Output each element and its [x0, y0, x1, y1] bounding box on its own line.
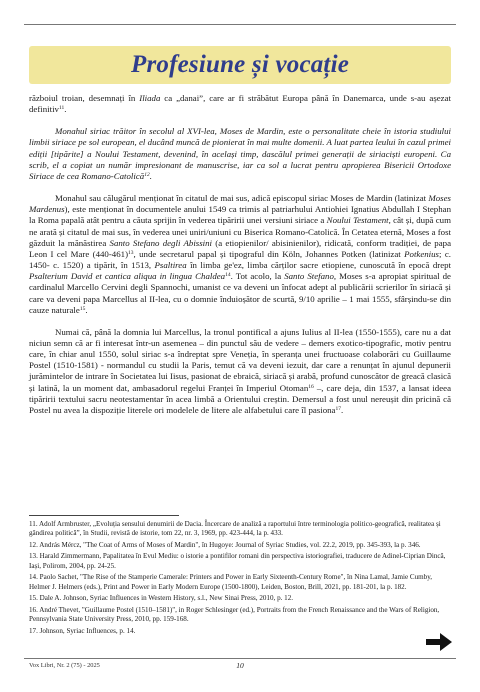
footnote-ref-15[interactable]: 15	[79, 305, 86, 312]
p2-new-testament: Noului Testament	[326, 215, 389, 226]
p2-end: .	[85, 304, 88, 315]
p2-santo-stefano: Santo Stefano degli Abissini	[109, 237, 212, 248]
p2-moses-latin: Moses Mardenus	[29, 193, 451, 215]
p2-potkenius: Potkenius	[404, 248, 439, 259]
page-number: 10	[236, 661, 244, 670]
footnote-ref-14[interactable]: 14	[225, 272, 231, 279]
p2-s5: , unde secretarul papal și tipograful din Köln, Johannes Potken (latinizat	[133, 248, 405, 259]
journal-issue: Vox Libri, Nr. 2 (75) - 2025	[29, 662, 100, 669]
p2-s9: , Moses s-a apropiat spiritual de cardinalul Marcello Cervini degli Spannochi, umanist ce va deveni un înfocat adept al publicării scrierilor în siriacă și care va deveni papa Marcellus al II-lea, cu o domnie înduioșător de scurtă, 9/10 aprilie – 1 mai 1555, sfârșindu-se din cauze naturale	[29, 271, 451, 315]
footnote-17: 17. Johnson, Syriac Influences, p. 14.	[29, 626, 136, 635]
footnote-13: 13. Harald Zimmermann, Papalitatea în Evul Mediu: o istorie a pontifilor romani din perspectiva istoriografiei, traducere de Adinel-Ciprian Dincă, Iași, Polirom, 2004, pp. 24-25.	[29, 552, 446, 570]
intro-text-2: ca „danai”, care ar fi străbătut Europa până în Danemarca, unde s-au așezat definitiv	[29, 93, 451, 115]
header-banner	[29, 46, 451, 84]
footnotes	[29, 520, 451, 638]
footnote-16: 16. André Thevet, "Guillaume Postel (1510–1581)", in Roger Schlesinger (ed.), Portraits from the French Renaissance and the Wars of Religion, Pennsylvania State University Press, 2010, pp. 159-168.	[29, 605, 440, 624]
footnote-ref-11[interactable]: 11	[58, 105, 65, 112]
paragraph-moses	[29, 193, 451, 316]
p2-psalterium-title: Psalterium David et cantica aliqua in lingua Chaldea	[29, 271, 226, 282]
intro-paragraph	[29, 93, 451, 115]
footnote-14: 14. Paolo Sachet, "The Rise of the Stamperie Camerale: Printers and Power in Early Sixteenth-Century Rome", în Nina Lamal, Jamie Cumby, Helmer J. Helmers (eds.), Print and Power in Early Modern Europe (1500-1800), Leiden, Boston, Brill, 2021, pp. 181-201, la p. 182.	[29, 573, 433, 591]
footnote-15: 15. Dale A. Johnson, Syriac Influences in Western History, s.l., New Sinai Press, 2010, p. 12.	[29, 594, 294, 603]
p2-s2: ), este menționat în documentele anului 1549 ca trimis al patriarhului Antiohiei Ignatius Abdullah I Stephan la Roma papală atât pentru a căuta sprijin în vederea tipăririi unei versiuni siriace a	[29, 204, 451, 226]
p2-s3: , cât și, după cum ne arată și citatul de mai sus, în vederea unei uniri/uniuni cu Biserica Romano-Catolică. În Cetatea eternă, Moses a fost găzduit la mănăstirea	[29, 215, 451, 248]
quote-text: Monahul siriac trăitor în secolul al XVI-lea, Moses de Mardin, este o personalitate cheie în istoria studiului limbii siriace pe sol european, el ducând muncă de pionierat în mai multe domenii. A luat partea leului în cazul primei ediții [tipărite] a Noului Testament, devenind, în același timp, dascălul primei generații de siriaciști europeni. Ca scrib, el a copiat un număr impresionant de manuscrise, iar ca sol a lucrat pentru apropierea Bisericii Ortodoxe Siriace de cea Romano-Catolică	[29, 126, 451, 181]
paragraph-postel	[29, 327, 451, 416]
footnote-12: 12. András Mércz, "The Coat of Arms of Moses of Mardin", în Hugoye: Journal of Syriac Studies, vol. 22.2, 2019, pp. 345-393, la p. 346.	[29, 540, 421, 549]
footnote-ref-16[interactable]: 16	[308, 383, 314, 390]
p3-s2: –, care deja, din 1537, a lansat ideea tipăririi textului sacru neotestamentar în acea limbă a Orientului creștin. Demersul a fost unul nereușit din pricină că Postel nu avea la dispoziție literele ori modelele de litere ale alfabetului care îl pasiona	[29, 382, 452, 415]
p2-s6: ; c. 1450- c. 1520) a tipărit, în 1513,	[29, 248, 451, 271]
footnote-ref-13[interactable]: 13	[128, 249, 134, 256]
p2-s8: . Tot acolo, la	[230, 271, 285, 282]
quote-paragraph	[29, 126, 451, 182]
p2-s4: (a etiopienilor/ abisinienilor), ridicată, conform tradiției, de papa Leon I cel Mare (440-461)	[29, 237, 452, 259]
footnote-divider	[29, 515, 179, 516]
arrow-right-icon[interactable]	[426, 633, 452, 651]
footnote-ref-12[interactable]: 12	[144, 171, 150, 178]
footnote-11: 11. Adolf Armbruster, „Evoluția sensului denumirii de Dacia. Încercare de analiză a raportului între terminologia politico-geografică, realitatea și gândirea politică”, în Studii, revistă de istorie, tom 22, nr. 3, 1969, pp. 423-444, la p. 433.	[29, 520, 441, 538]
p2-s7: în limba ge'ez, limba cărților sacre etiopiene, cunoscută în epocă drept	[186, 260, 451, 271]
intro-end: .	[64, 104, 67, 115]
section-title: Profesiune și vocație	[130, 51, 350, 78]
top-rule	[24, 24, 456, 25]
p3-s1: Numai că, până la domnia lui Marcellus, la tronul pontifical a ajuns Iulius al II-lea (1550-1555), care nu a dat niciun semn că ar fi interesat într-un asemenea – din punctul său de vedere – demers exotico-tipografic, motiv pentru care, în chiar anul 1550, solul siriac s-a îndreptat spre Veneția, în speranța unei fructuoase colaborări cu Guillaume Postel (1510-1581) - normandul cu studii la Paris, temut că va deveni iezuit, dar care a renunțat în ajunul depunerii jurămintelor de intrare în Societatea lui Iisus, pasionat de ebraică, siriacă și arabă, profund cunoscător de greacă clasică și latină, la un moment dat, ambasadorul regelui Franței în Imperiul Otoman	[29, 326, 451, 393]
p2-psaltirea: Psaltirea	[154, 260, 187, 271]
p2-santo-stefano-2: Santo Stefano	[284, 271, 334, 282]
intro-text: războiul troian, desemnați în	[29, 93, 140, 103]
p3-end: .	[340, 404, 344, 415]
article-body	[29, 93, 451, 416]
iliad-title: Iliada	[139, 93, 161, 103]
footnote-ref-17[interactable]: 17	[335, 405, 341, 412]
p2-s1: Monahul sau călugărul menționat în citatul de mai sus, adică episcopul siriac Moses de Mardin (latinizat	[55, 193, 429, 204]
bottom-rule	[24, 658, 456, 659]
quote-end: .	[149, 170, 152, 181]
